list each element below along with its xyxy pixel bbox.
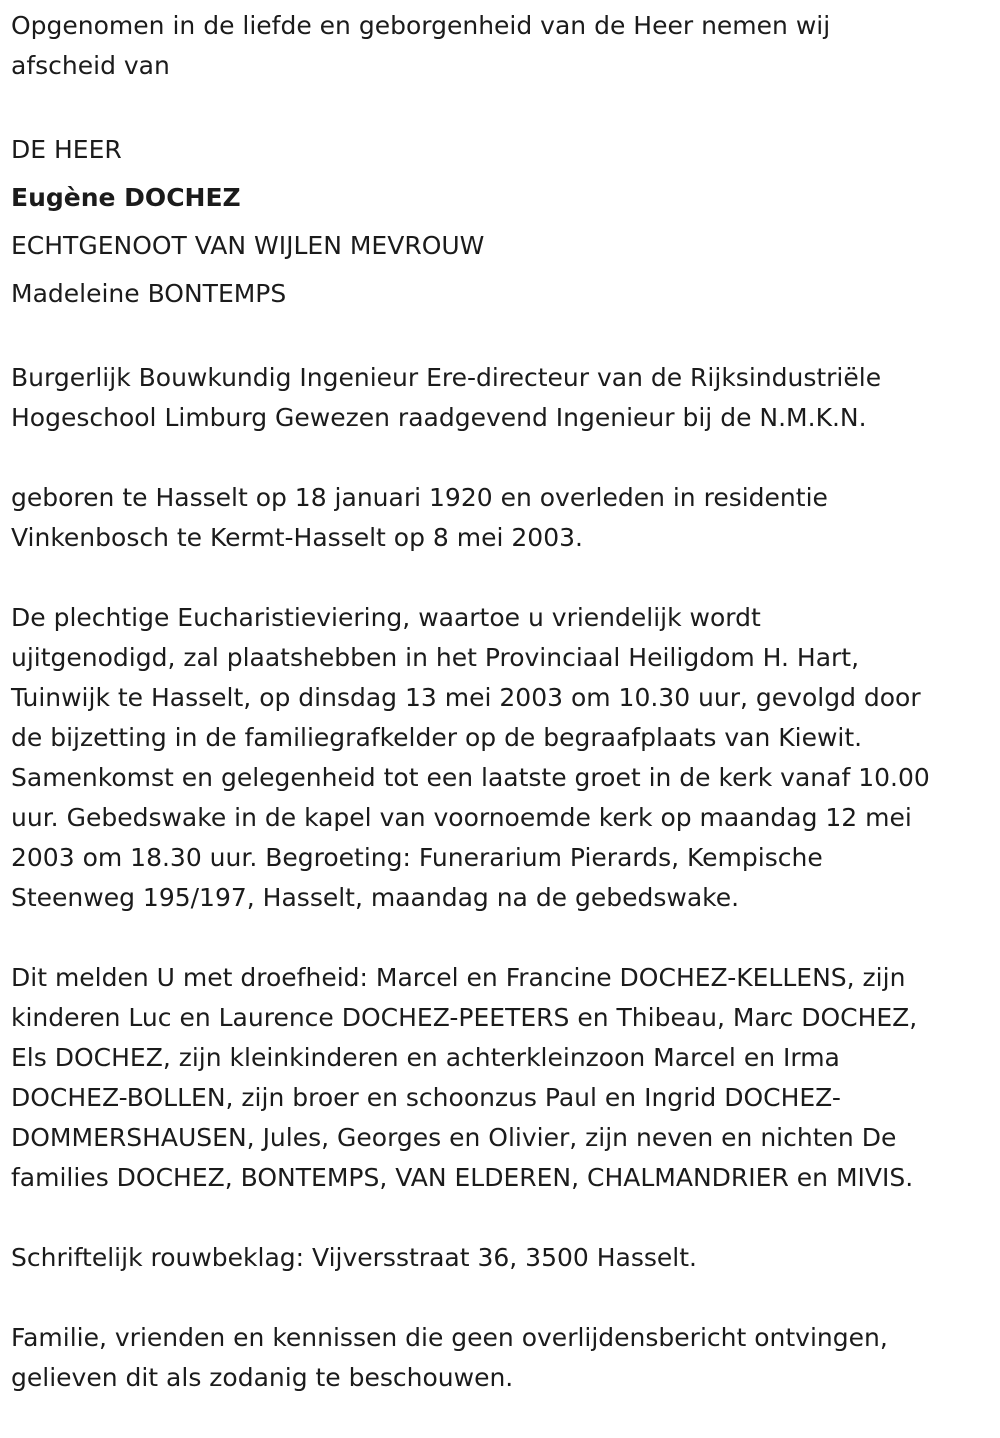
- family-line: families DOCHEZ, BONTEMPS, VAN ELDEREN, CHALMANDRIER en MIVIS.: [11, 1163, 914, 1192]
- closing-line: Familie, vrienden en kennissen die geen overlijdensbericht ontvingen,: [11, 1323, 888, 1352]
- deceased-title: DE HEER: [11, 135, 122, 164]
- ceremony-line: Steenweg 195/197, Hasselt, maandag na de gebedswake.: [11, 883, 740, 912]
- family-line: Els DOCHEZ, zijn kleinkinderen en achterkleinzoon Marcel en Irma: [11, 1043, 840, 1072]
- ceremony-line: uur. Gebedswake in de kapel van voornoemde kerk op maandag 12 mei: [11, 803, 912, 832]
- ceremony-line: Samenkomst en gelegenheid tot een laatste groet in de kerk vanaf 10.00: [11, 763, 930, 792]
- ceremony-line: ujitgenodigd, zal plaatshebben in het Provinciaal Heiligdom H. Hart,: [11, 643, 860, 672]
- ceremony-paragraph: [11, 598, 991, 918]
- obituary-document: [11, 6, 991, 1438]
- condolence-line: Schriftelijk rouwbeklag: Vijversstraat 36, 3500 Hasselt.: [11, 1243, 697, 1272]
- family-line: DOMMERSHAUSEN, Jules, Georges en Olivier, zijn neven en nichten De: [11, 1123, 897, 1152]
- profession-line: Hogeschool Limburg Gewezen raadgevend Ingenieur bij de N.M.K.N.: [11, 403, 867, 432]
- deceased-name: Eugène DOCHEZ: [11, 183, 241, 212]
- deceased-spouse: Madeleine BONTEMPS: [11, 279, 287, 308]
- ceremony-line: de bijzetting in de familiegrafkelder op de begraafplaats van Kiewit.: [11, 723, 863, 752]
- profession-paragraph: [11, 358, 991, 438]
- family-paragraph: [11, 958, 991, 1198]
- closing-paragraph: [11, 1318, 991, 1398]
- ceremony-line: Tuinwijk te Hasselt, op dinsdag 13 mei 2003 om 10.30 uur, gevolgd door: [11, 683, 921, 712]
- family-line: kinderen Luc en Laurence DOCHEZ-PEETERS en Thibeau, Marc DOCHEZ,: [11, 1003, 918, 1032]
- condolence-paragraph: [11, 1238, 991, 1278]
- intro-line: Opgenomen in de liefde en geborgenheid van de Heer nemen wij: [11, 11, 831, 40]
- family-line: DOCHEZ-BOLLEN, zijn broer en schoonzus Paul en Ingrid DOCHEZ-: [11, 1083, 841, 1112]
- intro-paragraph: [11, 6, 991, 86]
- ceremony-line: 2003 om 18.30 uur. Begroeting: Funerarium Pierards, Kempische: [11, 843, 823, 872]
- birth-death-paragraph: [11, 478, 991, 558]
- deceased-block: [11, 126, 991, 318]
- profession-line: Burgerlijk Bouwkundig Ingenieur Ere-directeur van de Rijksindustriële: [11, 363, 882, 392]
- intro-line: afscheid van: [11, 51, 170, 80]
- closing-line: gelieven dit als zodanig te beschouwen.: [11, 1363, 514, 1392]
- birth-death-line: Vinkenbosch te Kermt-Hasselt op 8 mei 2003.: [11, 523, 583, 552]
- deceased-relation: ECHTGENOOT VAN WIJLEN MEVROUW: [11, 231, 485, 260]
- birth-death-line: geboren te Hasselt op 18 januari 1920 en overleden in residentie: [11, 483, 828, 512]
- ceremony-line: De plechtige Eucharistieviering, waartoe u vriendelijk wordt: [11, 603, 761, 632]
- family-line: Dit melden U met droefheid: Marcel en Francine DOCHEZ-KELLENS, zijn: [11, 963, 906, 992]
